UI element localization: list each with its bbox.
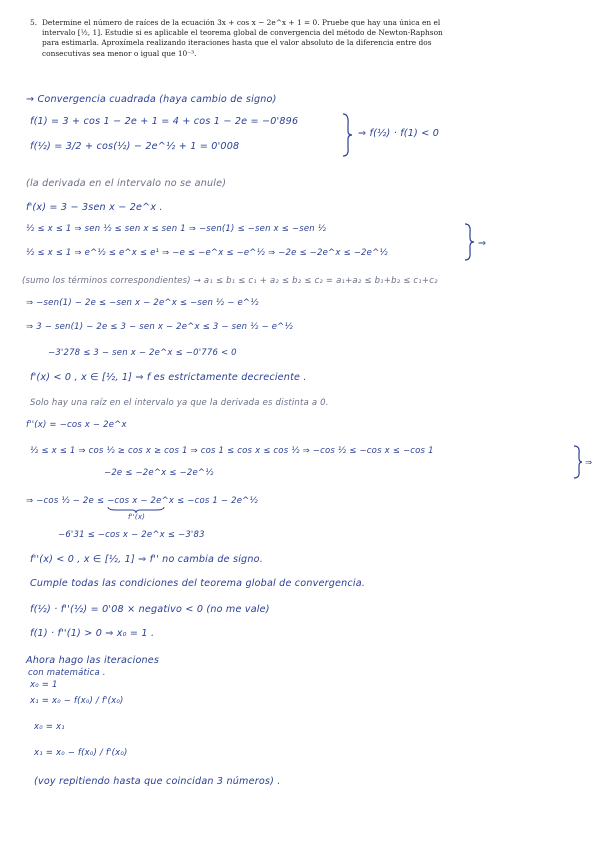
hw-line: x₁ = x₀ − f(x₀) / f'(x₀) (30, 696, 124, 706)
hw-line: ½ ≤ x ≤ 1 ⇒ cos ½ ≥ cos x ≥ cos 1 ⇒ cos 1 ≤ cos x ≤ cos ½ ⇒ −cos ½ ≤ −cos x ≤ −cos 1 (30, 446, 434, 456)
hw-line: f''(x) < 0 , x ∈ [½, 1] ⇒ f'' no cambia de signo. (30, 554, 263, 565)
hw-line: x₀ = 1 (30, 680, 58, 690)
brace-icon (572, 444, 584, 480)
hw-line: Solo hay una raíz en el intervalo ya que la derivada es distinta a 0. (30, 398, 329, 408)
hw-line: −6'31 ≤ −cos x − 2e^x ≤ −3'83 (58, 530, 205, 540)
hw-line: (voy repitiendo hasta que coincidan 3 números) . (34, 776, 281, 787)
hw-line: ⇒ f(½) · f(1) < 0 (358, 128, 440, 139)
hw-line: f(½) = 3/2 + cos(½) − 2e^½ + 1 = 0'008 (30, 141, 240, 152)
hw-line: Cumple todas las condiciones del teorema global de convergencia. (30, 578, 366, 589)
hw-line: f'(x) = 3 − 3sen x − 2e^x . (26, 202, 163, 213)
problem-text: Determine el número de raíces de la ecuación 3x + cos x − 2e^x + 1 = 0. Pruebe que hay una única en el intervalo [½, 1]. Estudie si es aplicable el teorema global de convergencia del método de Newton-Raphson para estimarla. Aproxímela realizando iteraciones hasta que el valor absoluto de la diferencia entre dos consecutivas sea menor o igual que 10⁻³. (42, 18, 443, 58)
hw-line: x₁ = x₀ − f(x₀) / f'(x₀) (34, 748, 128, 758)
hw-line: ⇒ 3 − sen(1) − 2e ≤ 3 − sen x − 2e^x ≤ 3 − sen ½ − e^½ (26, 322, 293, 332)
hw-line: (la derivada en el intervalo no se anule) (26, 178, 227, 189)
hw-line: ⇒ −sen(1) − 2e ≤ −sen x − 2e^x ≤ −sen ½ − e^½ (26, 298, 259, 308)
hw-line: ⇒ (585, 458, 593, 468)
hw-line: f(1) · f''(1) > 0 ⇒ x₀ = 1 . (30, 628, 155, 639)
hw-line: (sumo los términos correspondientes) → a₁ ≤ b₁ ≤ c₁ + a₂ ≤ b₂ ≤ c₂ = a₁+a₂ ≤ b₁+b₂ ≤ c₁+c₂ (22, 276, 438, 286)
hw-line: f(½) · f''(½) = 0'08 × negativo < 0 (no me vale) (30, 604, 270, 615)
brace-icon (462, 222, 476, 262)
problem-statement (30, 18, 450, 59)
brace-icon (340, 112, 354, 158)
hw-line: ⇒ −cos ½ − 2e ≤ −cos x − 2e^x ≤ −cos 1 − 2e^½ (26, 496, 258, 506)
hw-line: x₀ = x₁ (34, 722, 65, 732)
hw-line: f''(x) (128, 513, 146, 521)
hw-line: ½ ≤ x ≤ 1 ⇒ sen ½ ≤ sen x ≤ sen 1 ⇒ −sen(1) ≤ −sen x ≤ −sen ½ (26, 224, 327, 234)
hw-line: −3'278 ≤ 3 − sen x − 2e^x ≤ −0'776 < 0 (48, 348, 237, 358)
problem-number: 5. (30, 18, 38, 27)
hw-line: → Convergencia cuadrada (haya cambio de signo) (26, 94, 277, 105)
hw-line: −2e ≤ −2e^x ≤ −2e^½ (104, 468, 214, 478)
hw-line: con matemática . (28, 668, 106, 678)
hw-line: Ahora hago las iteraciones (26, 655, 160, 666)
hw-line: ½ ≤ x ≤ 1 ⇒ e^½ ≤ e^x ≤ e¹ ⇒ −e ≤ −e^x ≤ −e^½ ⇒ −2e ≤ −2e^x ≤ −2e^½ (26, 248, 388, 258)
hw-line: ⇒ (478, 238, 487, 249)
hw-line: f''(x) = −cos x − 2e^x (26, 420, 127, 430)
hw-line: f'(x) < 0 , x ∈ [½, 1] ⇒ f es estrictamente decreciente . (30, 372, 307, 383)
hw-line: f(1) = 3 + cos 1 − 2e + 1 = 4 + cos 1 − 2e = −0'896 (30, 116, 299, 127)
